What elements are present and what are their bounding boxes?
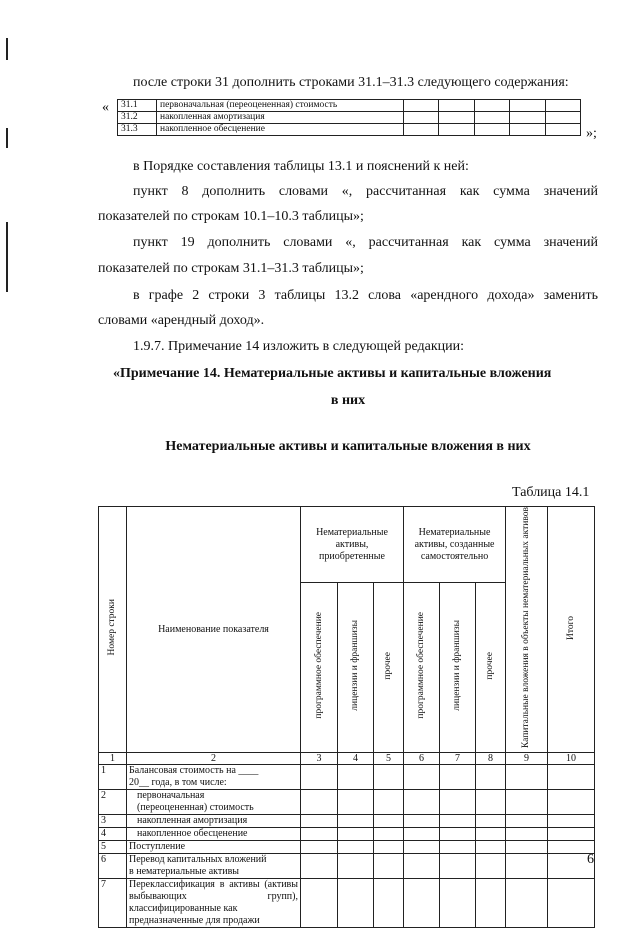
- header-software: программное обеспечение: [313, 612, 324, 719]
- table-cell: [440, 828, 476, 841]
- column-number: 6: [404, 753, 440, 765]
- header-licenses: лицензии и франшизы: [452, 620, 463, 711]
- row-label-line: в нематериальные активы: [129, 866, 240, 878]
- header-licenses: лицензии и франшизы: [350, 620, 360, 711]
- table-row: [99, 815, 595, 828]
- table-cell: [548, 790, 595, 815]
- row-label: [127, 790, 301, 815]
- table-cell: [374, 828, 404, 841]
- quote-close: »;: [586, 126, 597, 141]
- column-number: 3: [301, 753, 338, 765]
- table-cell: [338, 828, 374, 841]
- table-cell: [510, 100, 545, 112]
- table-cell: [374, 790, 404, 815]
- table-cell: [440, 841, 476, 854]
- row-number: 5: [99, 841, 127, 854]
- row-label-line: (переоцененная) стоимость: [137, 802, 254, 814]
- column-number: 10: [548, 753, 595, 765]
- row-label-line: Перевод капитальных вложений: [129, 854, 267, 866]
- table-cell: [440, 765, 476, 790]
- header-capital: Капитальные вложения в объекты нематериальных активов: [521, 507, 532, 749]
- header-cell: [99, 507, 127, 753]
- paragraph: показателей по строкам 10.1–10.3 таблицы»;: [98, 209, 364, 224]
- table-cell: [545, 124, 580, 136]
- row-number: 2: [99, 790, 127, 815]
- table-cell: [476, 765, 506, 790]
- row-label-line: первоначальная: [137, 790, 205, 802]
- table-cell: [548, 765, 595, 790]
- table-cell: [374, 841, 404, 854]
- row-code: 31.2: [118, 112, 157, 124]
- header-row: [99, 507, 595, 583]
- paragraph: в Порядке составления таблицы 13.1 и пояснений к ней:: [133, 159, 469, 174]
- table-cell: [476, 790, 506, 815]
- intro-text: после строки 31 дополнить строками 31.1–31.3 следующего содержания:: [133, 75, 569, 90]
- table-cell: [506, 790, 548, 815]
- table-cell: [440, 854, 476, 879]
- table-cell: [374, 854, 404, 879]
- table-cell: [374, 815, 404, 828]
- column-number: 2: [127, 753, 301, 765]
- paragraph: словами «арендный доход».: [98, 313, 265, 328]
- row-label-line: Переклассификация в активы (активы выбывающих групп), классифицированные как: [129, 879, 298, 915]
- row-label: накопленная амортизация: [127, 815, 301, 828]
- table-cell: [474, 112, 509, 124]
- table-cell: [338, 879, 374, 928]
- row-label-line: предназначенные для продажи: [129, 915, 260, 927]
- header-cell: [506, 507, 548, 753]
- header-indicator: Наименование показателя: [127, 507, 301, 753]
- row-code: 31.3: [118, 124, 157, 136]
- table-cell: [404, 854, 440, 879]
- table-cell: [404, 790, 440, 815]
- header-software: программное обеспечение: [416, 612, 427, 719]
- table-cell: [374, 879, 404, 928]
- scan-mark: [6, 222, 8, 292]
- table-cell: [439, 124, 474, 136]
- table-cell: [545, 100, 580, 112]
- row-number: 3: [99, 815, 127, 828]
- table-cell: [440, 790, 476, 815]
- header-row-number: Номер строки: [107, 599, 117, 656]
- header-created: Нематериальные активы, созданные самостоятельно: [404, 507, 506, 583]
- header-total: Итого: [565, 615, 576, 640]
- table-cell: [404, 815, 440, 828]
- table-cell: [506, 854, 548, 879]
- table-cell: [301, 854, 338, 879]
- insert-rows-table: [117, 99, 581, 136]
- column-number: 4: [338, 753, 374, 765]
- header-acquired: Нематериальные активы, приобретенные: [301, 507, 404, 583]
- table-cell: [338, 854, 374, 879]
- note-title: в них: [330, 393, 366, 408]
- table-cell: [404, 765, 440, 790]
- table-cell: [474, 100, 509, 112]
- table-cell: [476, 854, 506, 879]
- table-cell: [506, 765, 548, 790]
- table-cell: [301, 815, 338, 828]
- column-number-row: [99, 753, 595, 765]
- table-cell: [338, 765, 374, 790]
- table-cell: [404, 879, 440, 928]
- header-cell: [404, 583, 440, 753]
- table-row: [118, 112, 581, 124]
- row-label: накопленное обесценение: [127, 828, 301, 841]
- row-label: накопленная амортизация: [157, 112, 404, 124]
- table-cell: [476, 828, 506, 841]
- header-cell: [476, 583, 506, 753]
- table-cell: [506, 828, 548, 841]
- row-number: 1: [99, 765, 127, 790]
- table-cell: [301, 828, 338, 841]
- table-cell: [476, 815, 506, 828]
- table-cell: [404, 100, 439, 112]
- row-label-line: 20__ года, в том числе:: [129, 777, 227, 789]
- note-title: «Примечание 14. Нематериальные активы и капитальные вложения: [113, 366, 552, 381]
- row-number: 6: [99, 854, 127, 879]
- header-cell: [374, 583, 404, 753]
- column-number: 8: [476, 753, 506, 765]
- column-number: 9: [506, 753, 548, 765]
- table-row: [118, 100, 581, 112]
- row-number: 4: [99, 828, 127, 841]
- scan-mark: [6, 128, 8, 148]
- table-row: [99, 879, 595, 928]
- table-cell: [506, 879, 548, 928]
- table-row: [118, 124, 581, 136]
- header-cell: [548, 507, 595, 753]
- table-cell: [338, 841, 374, 854]
- table-cell: [338, 815, 374, 828]
- column-number: 5: [374, 753, 404, 765]
- table-row: [99, 828, 595, 841]
- table-cell: [440, 815, 476, 828]
- table-caption: Таблица 14.1: [512, 485, 590, 500]
- table-cell: [301, 790, 338, 815]
- table-cell: [301, 841, 338, 854]
- row-code: 31.1: [118, 100, 157, 112]
- table-cell: [301, 879, 338, 928]
- header-other: прочее: [485, 651, 496, 680]
- header-cell: [301, 583, 338, 753]
- row-label: первоначальная (переоцененная) стоимость: [157, 100, 404, 112]
- paragraph: 1.9.7. Примечание 14 изложить в следующей редакции:: [133, 339, 465, 354]
- row-label: [127, 765, 301, 790]
- paragraph: в графе 2 строки 3 таблицы 13.2 слова «арендного дохода» заменить: [133, 288, 598, 303]
- intangible-assets-table: [98, 506, 595, 928]
- header-cell: [440, 583, 476, 753]
- header-other: прочее: [383, 651, 393, 680]
- table-cell: [404, 841, 440, 854]
- column-number: 1: [99, 753, 127, 765]
- table-row: [99, 854, 595, 879]
- row-label: [127, 854, 301, 879]
- row-label: накопленное обесценение: [157, 124, 404, 136]
- quote-open: «: [102, 100, 109, 115]
- table-cell: [301, 765, 338, 790]
- table-title: Нематериальные активы и капитальные вложения в них: [165, 439, 531, 454]
- table-cell: [548, 828, 595, 841]
- row-label-line: Балансовая стоимость на ____: [129, 765, 259, 777]
- table-cell: [404, 124, 439, 136]
- paragraph: показателей по строкам 31.1–31.3 таблицы»;: [98, 261, 364, 276]
- table-cell: [404, 112, 439, 124]
- row-label: Поступление: [127, 841, 301, 854]
- page-number: 6: [587, 852, 594, 867]
- table-cell: [545, 112, 580, 124]
- header-cell: [338, 583, 374, 753]
- table-cell: [510, 124, 545, 136]
- table-cell: [506, 815, 548, 828]
- row-label: [127, 879, 301, 928]
- paragraph: пункт 19 дополнить словами «, рассчитанная как сумма значений: [133, 235, 598, 250]
- table-cell: [338, 790, 374, 815]
- table-cell: [548, 879, 595, 928]
- table-cell: [439, 100, 474, 112]
- table-cell: [374, 765, 404, 790]
- table-cell: [476, 841, 506, 854]
- row-number: 7: [99, 879, 127, 928]
- table-cell: [510, 112, 545, 124]
- table-row: [99, 765, 595, 790]
- table-cell: [476, 879, 506, 928]
- table-cell: [548, 815, 595, 828]
- table-cell: [440, 879, 476, 928]
- table-cell: [439, 112, 474, 124]
- table-row: [99, 841, 595, 854]
- table-row: [99, 790, 595, 815]
- table-cell: [474, 124, 509, 136]
- table-cell: [506, 841, 548, 854]
- paragraph: пункт 8 дополнить словами «, рассчитанная как сумма значений: [133, 184, 598, 199]
- scan-mark: [6, 38, 8, 60]
- column-number: 7: [440, 753, 476, 765]
- table-cell: [404, 828, 440, 841]
